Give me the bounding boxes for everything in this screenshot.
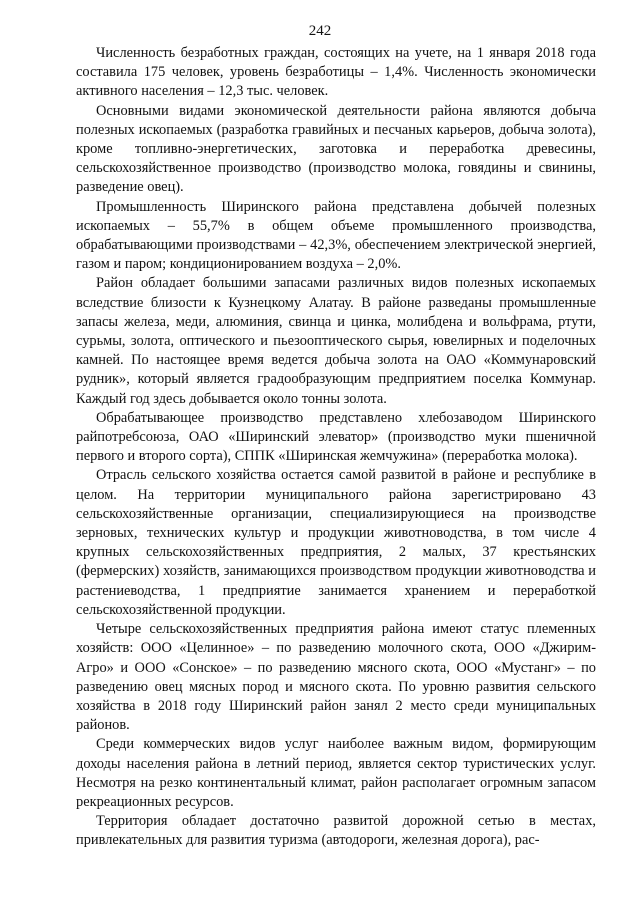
page-number: 242 (308, 23, 332, 39)
paragraph-tourism-services: Среди коммерческих видов услуг наиболее важным видом, формирующим доходы населения района в летний период, является сектор туристических услуг. Несмотря на резко континентальный климат, район располагает огромным запасом рекреационных ресурсов. (76, 736, 596, 810)
paragraph-industry: Промышленность Ширинского района представлена добычей полезных ископаемых – 55,7% в общем объеме промышленного производства, обрабатывающими производствами – 42,3%, обеспечением электрической энергией, газом и паром; кондиционированием воздуха – 2,0%. (76, 198, 596, 273)
paragraph-unemployment: Численность безработных граждан, состоящих на учете, на 1 января 2018 года составила 175 человек, уровень безработицы – 1,4%. Численность экономически активного населения – 12,3 тыс. человек. (76, 45, 596, 100)
paragraph-mineral-resources: Район обладает большими запасами различных видов полезных ископаемых вследствие близости к Кузнецкому Алатау. В районе разведаны промышленные запасы железа, меди, алюминия, свинца и цинка, молибдена и вольфрама, ртути, сурьмы, золота, оптического и пьезооптического сырья, ювелирных и поделочных камней. По настоящее время ведется добыча золота на ОАО «Коммунаровский рудник», который является градообразующим предприятием поселка Коммунар. Каждый год здесь добывается около тонны золота. (76, 275, 596, 407)
paragraph-road-network: Территория обладает достаточно развитой дорожной сетью в местах, привлекательных для развития туризма (автодороги, железная дорога), рас- (76, 813, 596, 849)
paragraph-economic-activities: Основными видами экономической деятельности района являются добыча полезных ископаемых (разработка гравийных и песчаных карьеров, добыча золота), кроме топливно-энергетических, заготовка и переработка древесины, сельскохозяйственное производство (производство молока, говядины и свинины, разведение овец). (76, 102, 596, 196)
paragraph-agriculture: Отрасль сельского хозяйства остается самой развитой в районе и республике в целом. На территории муниципального района зарегистрировано 43 сельскохозяйственные организации, специализирующиеся на производстве зерновых, технических культур и продукции животноводства, в том числе 4 крупных сельскохозяйственных предприятия, 2 малых, 37 крестьянских (фермерских) хозяйств, занимающихся производством продукции животноводства и растениеводства, 1 предприятие занимается хранением и переработкой сельскохозяйственной продукции. (76, 467, 596, 618)
paragraph-manufacturing: Обрабатывающее производство представлено хлебозаводом Ширинского райпотребсоюза, ОАО «Ширинский элеватор» (производство муки пшеничной первого и второго сорта), СППК «Ширинская жемчужина» (переработка молока). (76, 409, 596, 465)
paragraph-breeding-farms: Четыре сельскохозяйственных предприятия района имеют статус племенных хозяйств: ООО «Целинное» – по разведению молочного скота, ООО «Джирим-Агро» и ООО «Сонское» – по разведению мясного скота, ООО «Мустанг» – по разведению овец мясных пород и мясного скота. По уровню развития сельского хозяйства в 2018 году Ширинский район занял 2 место среди муниципальных районов. (76, 621, 596, 734)
body-text (76, 44, 596, 851)
